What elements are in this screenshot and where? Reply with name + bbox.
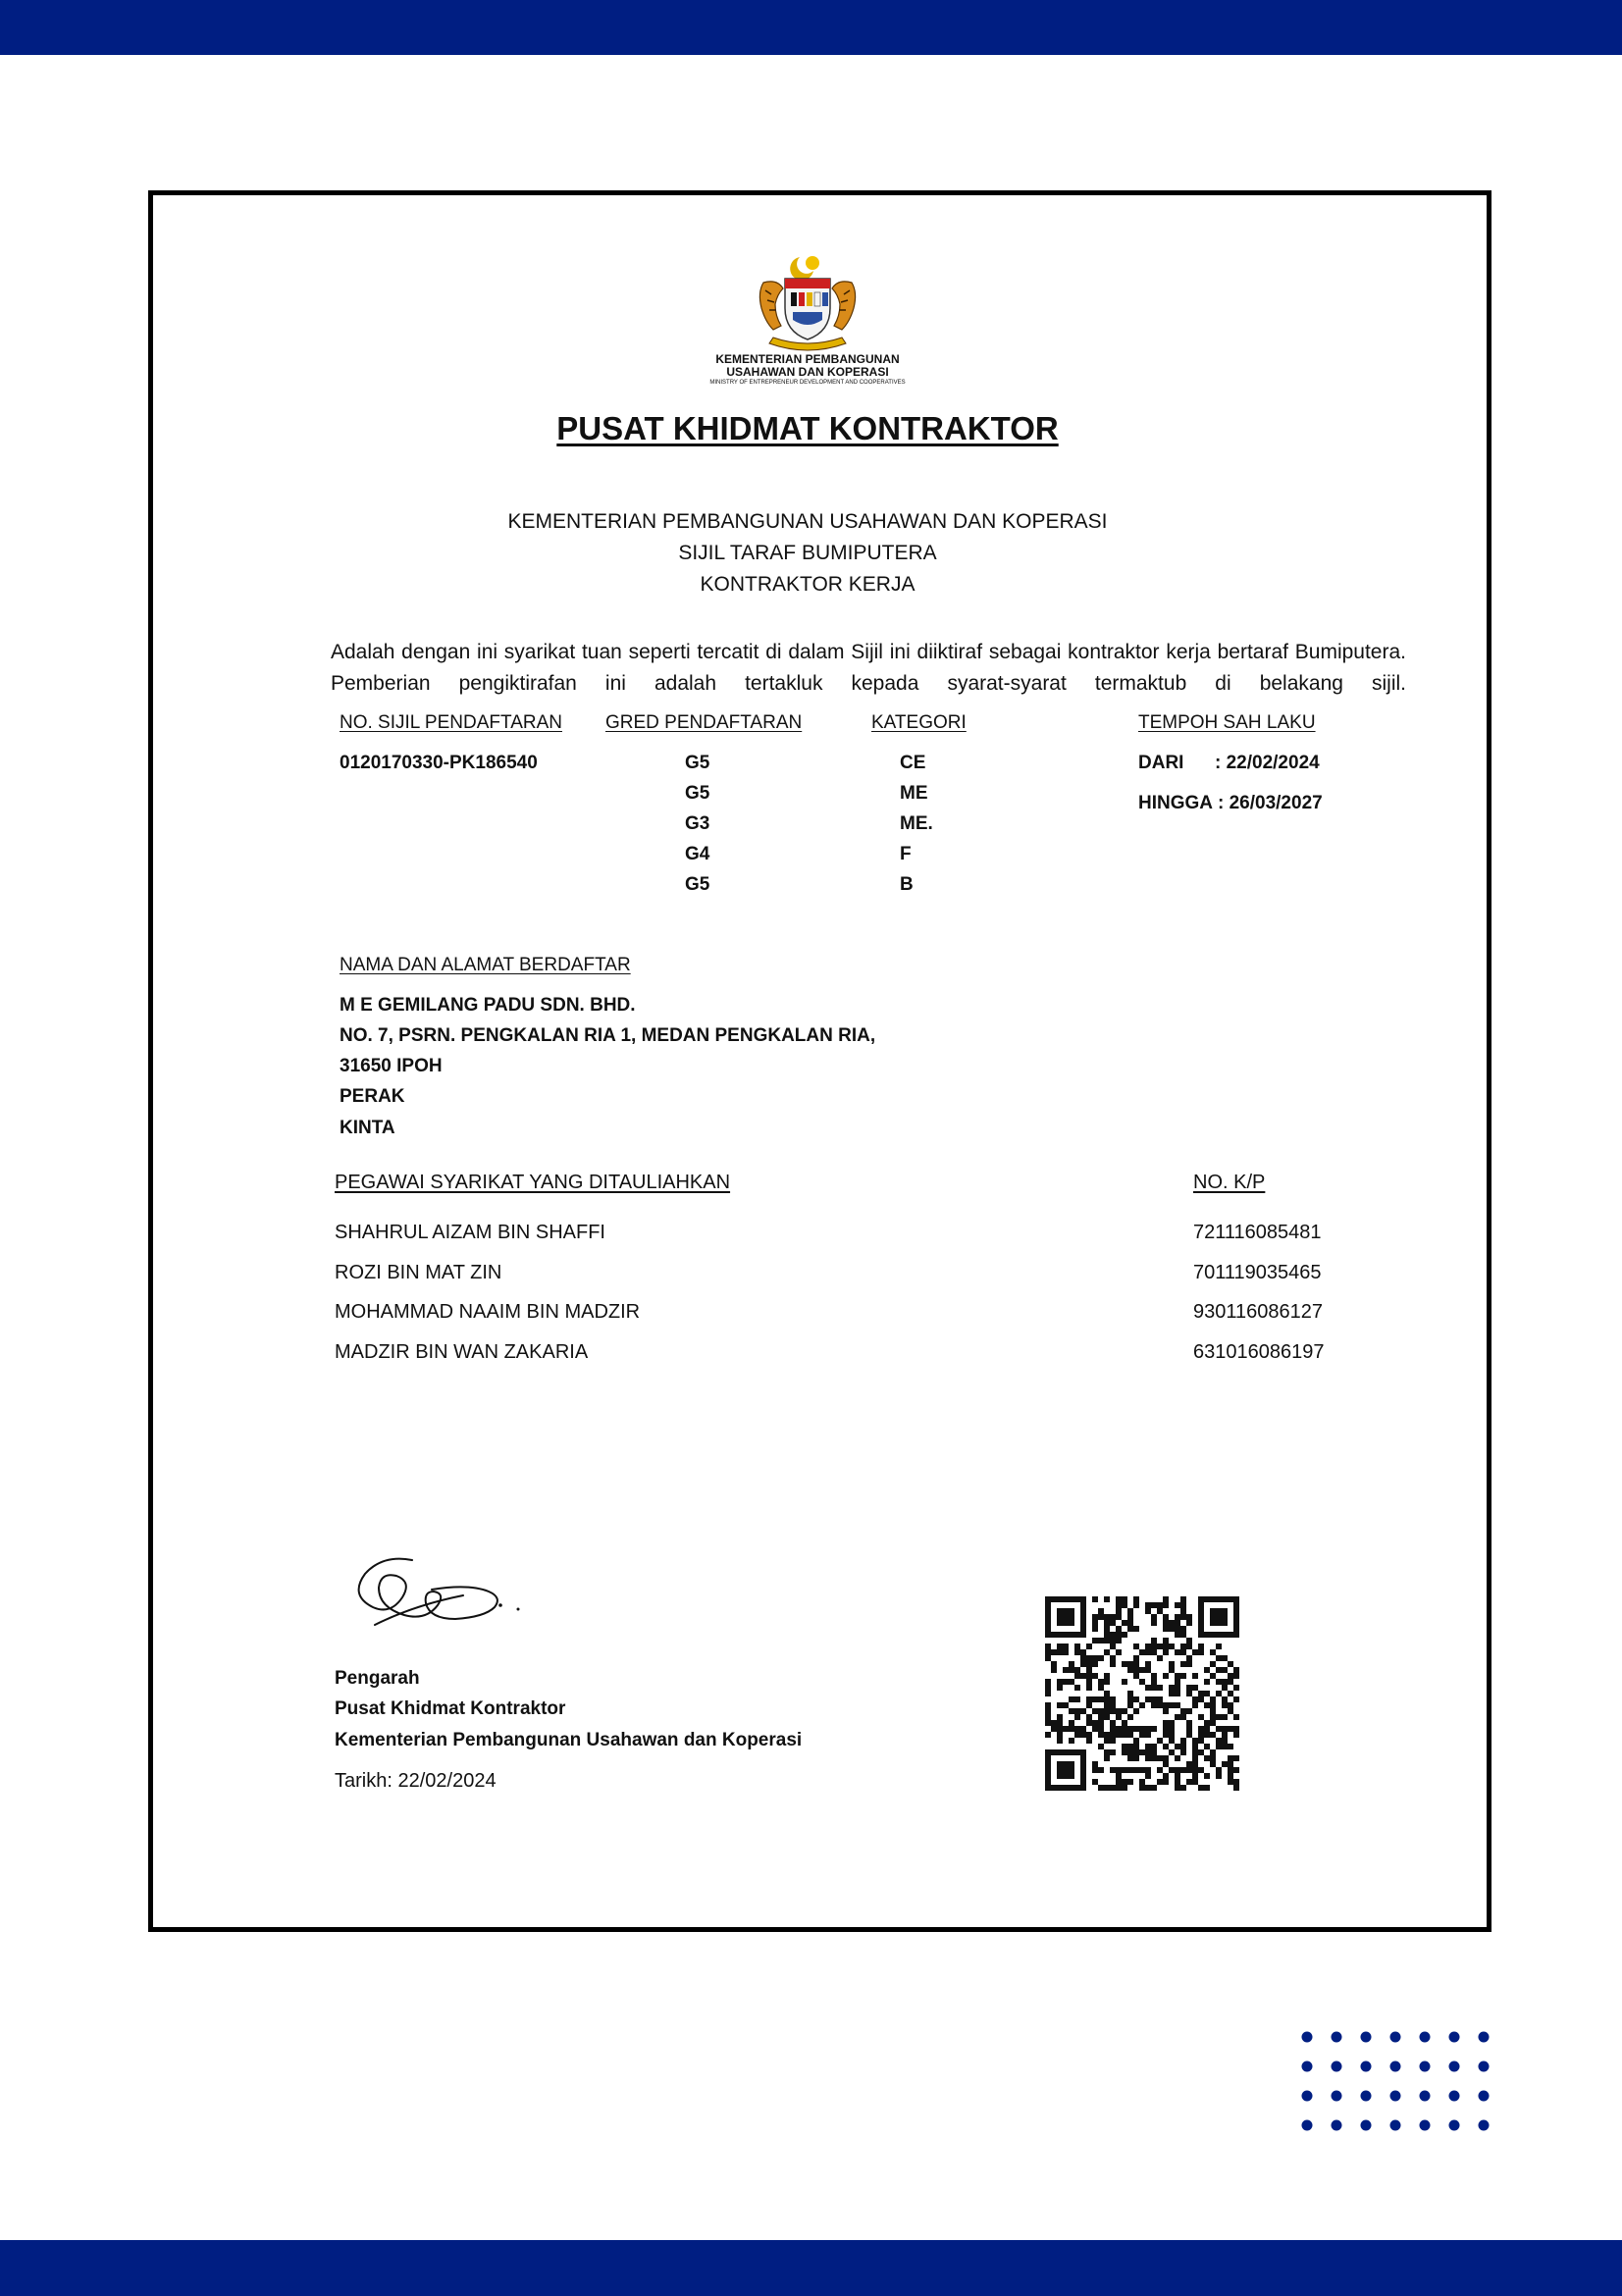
grade-value: G5 (685, 783, 710, 804)
certificate-type: SIJIL TARAF BUMIPUTERA (678, 542, 937, 564)
signature-icon (353, 1548, 540, 1643)
validity-header: TEMPOH SAH LAKU (1138, 712, 1316, 733)
decoration-dot (1449, 2032, 1460, 2043)
qr-code-icon (1045, 1596, 1239, 1791)
decoration-dot (1390, 2061, 1401, 2072)
cert-no-value: 0120170330-PK186540 (340, 753, 538, 773)
officer-name: MOHAMMAD NAAIM BIN MADZIR (335, 1301, 641, 1323)
decoration-dot (1332, 2032, 1342, 2043)
officer-id: 701119035465 (1193, 1262, 1322, 1283)
officer-id: 721116085481 (1193, 1222, 1322, 1243)
officers-header: PEGAWAI SYARIKAT YANG DITAULIAHKAN (335, 1172, 731, 1193)
decoration-dot (1390, 2091, 1401, 2102)
decoration-dot (1449, 2091, 1460, 2102)
coat-of-arms-icon (744, 253, 871, 351)
intro-line-1: Adalah dengan ini syarikat tuan seperti tercatit di dalam Sijil ini diiktiraf sebagai kontraktor kerja bertaraf Bumiputera. (331, 641, 1406, 663)
logo-text-line3: MINISTRY OF ENTREPRENEUR DEVELOPMENT AND COOPERATIVES (709, 380, 906, 386)
decoration-dot (1420, 2091, 1431, 2102)
category-value: B (900, 874, 914, 895)
officer-id: 930116086127 (1193, 1301, 1323, 1323)
dot-grid-decoration (1295, 2029, 1491, 2137)
officer-id-header: NO. K/P (1193, 1172, 1266, 1193)
validity-from-label: DARI (1138, 753, 1184, 773)
decoration-dot (1390, 2120, 1401, 2131)
grade-value: G4 (685, 844, 710, 864)
grade-value: G5 (685, 753, 710, 773)
decoration-dot (1302, 2120, 1313, 2131)
decoration-dot (1420, 2061, 1431, 2072)
decoration-dot (1332, 2120, 1342, 2131)
decoration-dot (1479, 2061, 1490, 2072)
officer-name: MADZIR BIN WAN ZAKARIA (335, 1341, 589, 1363)
contractor-type: KONTRAKTOR KERJA (700, 573, 916, 596)
decoration-dot (1361, 2032, 1372, 2043)
signatory-office: Pusat Khidmat Kontraktor (335, 1698, 566, 1719)
address-line: KINTA (340, 1118, 395, 1138)
address-line: PERAK (340, 1086, 405, 1107)
grade-value: G5 (685, 874, 710, 895)
grade-value: G3 (685, 813, 710, 834)
decoration-dot (1332, 2061, 1342, 2072)
decoration-dot (1479, 2120, 1490, 2131)
decoration-dot (1302, 2091, 1313, 2102)
address-line: 31650 IPOH (340, 1056, 443, 1076)
decoration-dot (1361, 2061, 1372, 2072)
decoration-dot (1420, 2032, 1431, 2043)
category-header: KATEGORI (871, 712, 967, 733)
decoration-dot (1449, 2061, 1460, 2072)
address-header: NAMA DAN ALAMAT BERDAFTAR (340, 955, 631, 975)
grade-header: GRED PENDAFTARAN (605, 712, 803, 733)
decoration-dot (1479, 2091, 1490, 2102)
officer-name: ROZI BIN MAT ZIN (335, 1262, 502, 1283)
decoration-dot (1361, 2120, 1372, 2131)
signatory-date: Tarikh: 22/02/2024 (335, 1770, 497, 1792)
page-title: PUSAT KHIDMAT KONTRAKTOR (556, 410, 1059, 446)
decoration-dot (1449, 2120, 1460, 2131)
decoration-dot (1361, 2091, 1372, 2102)
category-value: ME. (900, 813, 933, 834)
decoration-dot (1332, 2091, 1342, 2102)
bottom-band (0, 2240, 1622, 2296)
category-value: F (900, 844, 912, 864)
decoration-dot (1302, 2061, 1313, 2072)
address-line: M E GEMILANG PADU SDN. BHD. (340, 995, 636, 1016)
cert-no-header: NO. SIJIL PENDAFTARAN (340, 712, 562, 733)
category-value: CE (900, 753, 926, 773)
category-value: ME (900, 783, 928, 804)
intro-line-2: Pemberian pengiktirafan ini adalah tertakluk kepada syarat-syarat termaktub di belakang sijil. (331, 672, 1406, 695)
officer-id: 631016086197 (1193, 1341, 1325, 1363)
address-line: NO. 7, PSRN. PENGKALAN RIA 1, MEDAN PENGKALAN RIA, (340, 1025, 876, 1046)
decoration-dot (1479, 2032, 1490, 2043)
signatory-ministry: Kementerian Pembangunan Usahawan dan Koperasi (335, 1730, 803, 1750)
decoration-dot (1420, 2120, 1431, 2131)
officer-name: SHAHRUL AIZAM BIN SHAFFI (335, 1222, 605, 1243)
logo-text-line1: KEMENTERIAN PEMBANGUNAN (715, 352, 900, 366)
decoration-dot (1390, 2032, 1401, 2043)
validity-from-value: : 22/02/2024 (1215, 753, 1320, 773)
signatory-role: Pengarah (335, 1668, 420, 1689)
top-band (0, 0, 1622, 55)
validity-to-value: : 26/03/2027 (1218, 793, 1323, 813)
ministry-heading: KEMENTERIAN PEMBANGUNAN USAHAWAN DAN KOPERASI (507, 510, 1108, 533)
decoration-dot (1302, 2032, 1313, 2043)
validity-to-label: HINGGA (1138, 793, 1213, 813)
logo-text-line2: USAHAWAN DAN KOPERASI (726, 365, 889, 379)
